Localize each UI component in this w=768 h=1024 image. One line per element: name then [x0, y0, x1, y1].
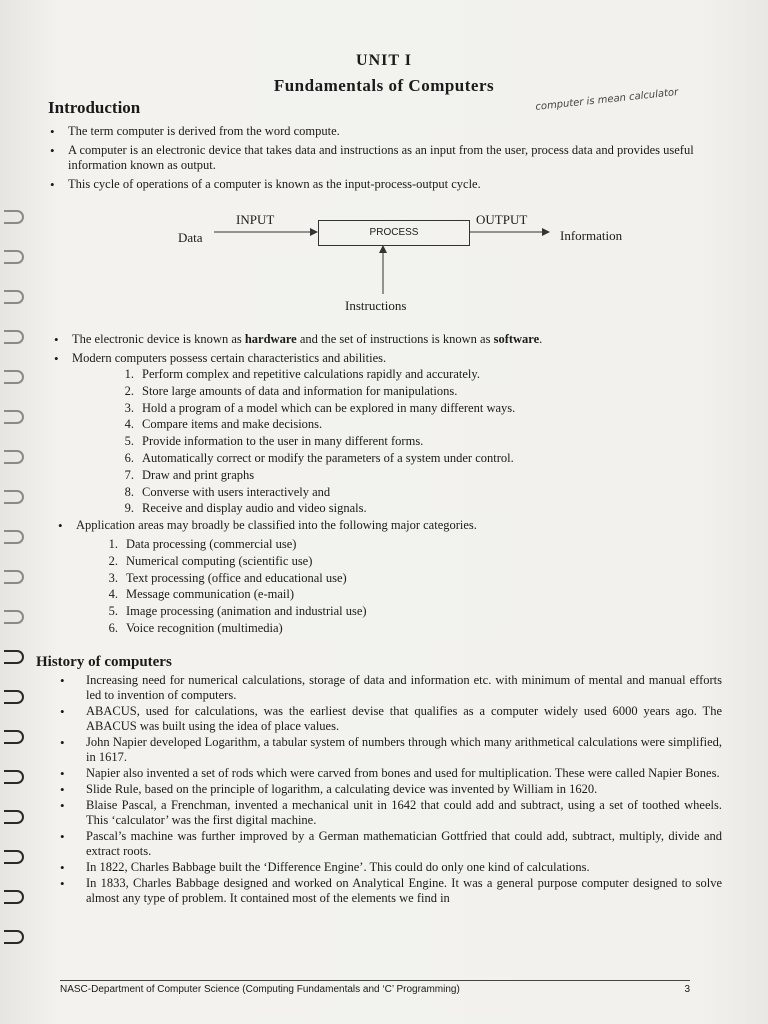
unit-heading: UNIT I: [356, 52, 412, 69]
list-item: • Slide Rule, based on the principle of logarithm, a calculating device was invented by William in 1620.: [72, 782, 722, 797]
list-item: 5. Image processing (animation and industrial use): [108, 604, 367, 619]
page-footer: [60, 980, 690, 995]
list-item: • Increasing need for numerical calculations, storage of data and information etc. with minimum of mental and manual efforts led to invention of computers.: [72, 673, 722, 703]
list-item: 1. Perform complex and repetitive calculations rapidly and accurately.: [124, 367, 480, 381]
hardware-term: hardware: [244, 332, 297, 346]
list-item: • Blaise Pascal, a Frenchman, invented a mechanical unit in 1642 that could add and subtract, using a set of toothed wheels. This ‘calculator’ was the first digital machine.: [72, 798, 722, 828]
list-item: 4. Compare items and make decisions.: [124, 417, 323, 432]
hardware-list: [50, 332, 730, 370]
page-number: 3: [684, 984, 690, 995]
data-label: Data: [178, 230, 203, 245]
characteristics-list: [116, 366, 676, 517]
list-item: • John Napier developed Logarithm, a tabular system of numbers through which many arithmetical calculations were simplified, in 1617.: [72, 735, 722, 765]
information-label: Information: [560, 228, 623, 243]
process-box: PROCESS: [318, 220, 470, 246]
list-item: 2. Numerical computing (scientific use): [108, 553, 313, 568]
list-item: 3. Hold a program of a model which can be explored in many different ways.: [124, 400, 516, 415]
footer-text: NASC-Department of Computer Science (Computing Fundamentals and ‘C’ Programming): [60, 984, 460, 995]
ipo-diagram: [170, 206, 650, 318]
history-heading: History of computers: [36, 654, 172, 670]
list-item: 2. Store large amounts of data and information for manipulations.: [124, 383, 458, 398]
introduction-list: [46, 124, 726, 196]
applications-list: [100, 536, 620, 637]
list-item: • In 1822, Charles Babbage built the ‘Difference Engine’. This could do only one kind of calculations.: [72, 860, 722, 875]
list-item: • A computer is an electronic device that takes data and instructions as an input from the user, process data and provides useful information known as output.: [46, 143, 726, 173]
list-item: 3. Text processing (office and educational use): [108, 570, 347, 585]
list-item: • Napier also invented a set of rods which were carved from bones and used for multiplication. These were called Napier Bones.: [72, 766, 722, 781]
list-item: 1. Data processing (commercial use): [108, 537, 297, 551]
page-title: Fundamentals of Computers: [273, 76, 495, 95]
input-label: INPUT: [236, 212, 275, 227]
list-item: 5. Provide information to the user in many different forms.: [124, 434, 424, 449]
list-item: • This cycle of operations of a computer is known as the input-process-output cycle.: [46, 177, 726, 192]
instructions-label: Instructions: [345, 298, 407, 313]
list-item: • Application areas may broadly be classified into the following major categories.: [54, 518, 714, 533]
list-item: • Pascal’s machine was further improved by a German mathematician Gottfried that could add, subtract, multiply, divide and extract roots.: [72, 829, 722, 859]
list-item: 4. Message communication (e-mail): [108, 587, 294, 602]
list-item: • Modern computers possess certain characteristics and abilities.: [50, 351, 730, 366]
list-item: • ABACUS, used for calculations, was the earliest devise that qualifies as a computer widely used 6000 years ago. The ABACUS was built using the idea of place values.: [72, 704, 722, 734]
list-item: • In 1833, Charles Babbage designed and worked on Analytical Engine. It was a general purpose computer designed to solve almost any type of problem. It contained most of the elements we find in: [72, 876, 722, 906]
history-list: [72, 673, 722, 907]
list-item: 6. Automatically correct or modify the parameters of a system under control.: [124, 450, 514, 465]
list-item: • The electronic device is known as hardware and the set of instructions is known as software.: [50, 332, 730, 347]
applications-intro-list: [54, 518, 714, 537]
list-item: 7. Draw and print graphs: [124, 467, 255, 482]
introduction-heading: Introduction: [48, 98, 141, 117]
list-item: 6. Voice recognition (multimedia): [108, 620, 283, 635]
output-label: OUTPUT: [476, 212, 528, 227]
list-item: • The term computer is derived from the word compute.: [46, 124, 726, 139]
list-item: 8. Converse with users interactively and: [124, 484, 331, 499]
software-term: software: [493, 332, 540, 346]
spiral-binding: [0, 210, 34, 990]
list-item: 9. Receive and display audio and video signals.: [124, 501, 367, 516]
handwritten-note: computer is mean calculator: [534, 86, 679, 113]
